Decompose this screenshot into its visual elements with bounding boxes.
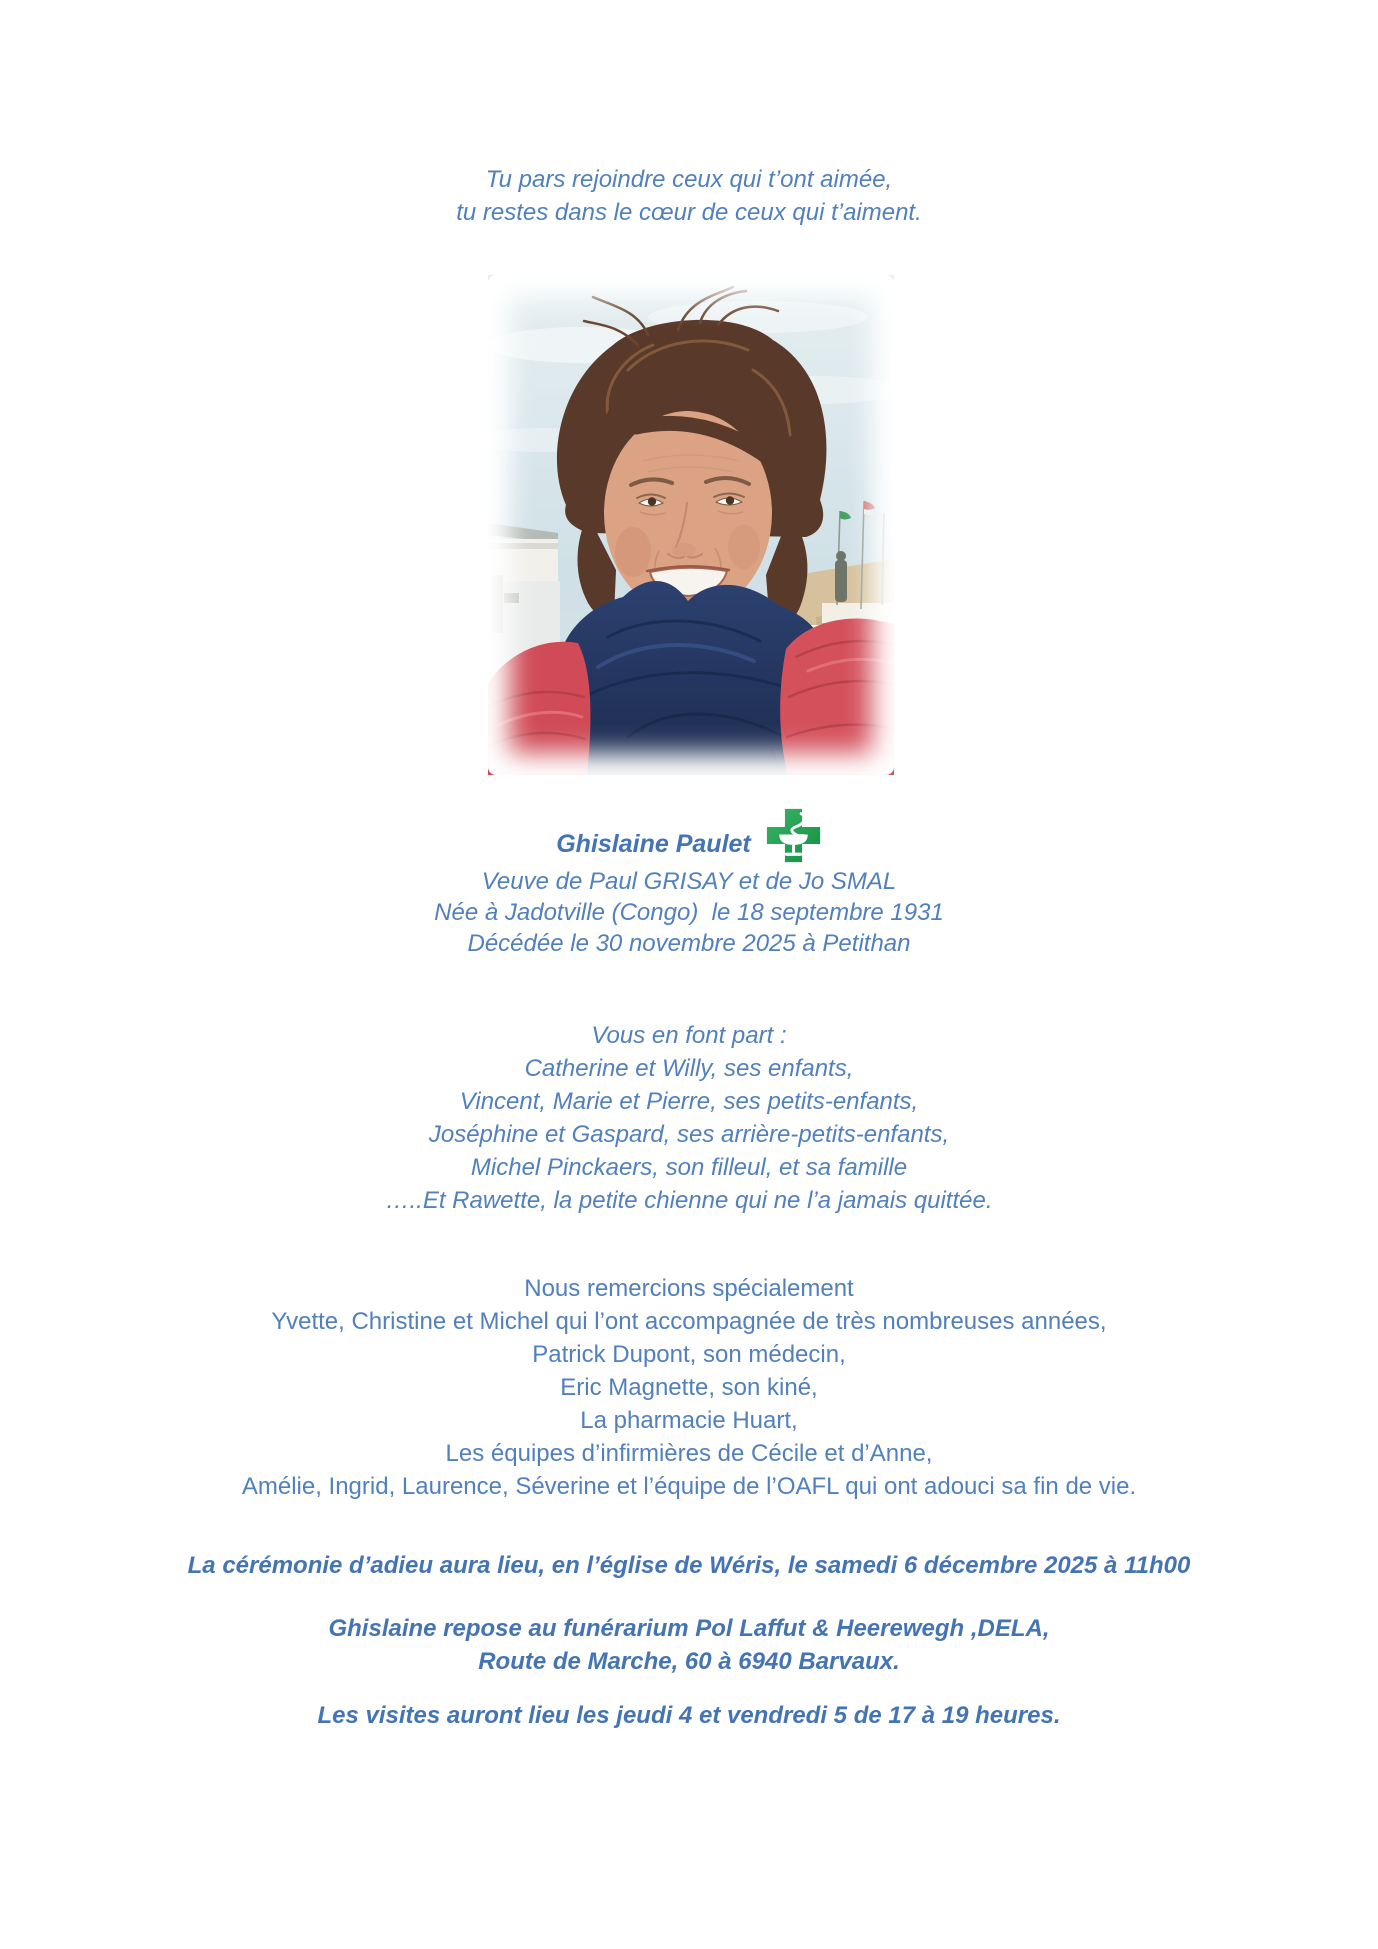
visits-info bbox=[0, 1699, 1378, 1732]
vitals-line: Décédée le 30 novembre 2025 à Petithan bbox=[467, 930, 911, 957]
ceremony-line: La cérémonie d’adieu aura lieu, en l’église de Wéris, le samedi 6 décembre 2025 à 11h00 bbox=[187, 1552, 1191, 1579]
thanks-section bbox=[0, 1272, 1378, 1503]
vitals-line: Veuve de Paul GRISAY et de Jo SMAL bbox=[481, 868, 897, 895]
deceased-vitals bbox=[0, 866, 1378, 959]
thanks-line: La pharmacie Huart, bbox=[580, 1407, 798, 1434]
thanks-line: Patrick Dupont, son médecin, bbox=[532, 1341, 846, 1368]
family-line: Vous en font part : bbox=[591, 1022, 787, 1049]
portrait-photo-drawing bbox=[488, 275, 894, 775]
opening-quote bbox=[0, 163, 1378, 229]
pharmacy-cross-icon bbox=[765, 807, 822, 864]
quote-line: tu restes dans le cœur de ceux qui t’aiment. bbox=[456, 199, 922, 226]
visits-line: Les visites auront lieu les jeudi 4 et vendredi 5 de 17 à 19 heures. bbox=[317, 1702, 1061, 1729]
thanks-line: Les équipes d’infirmières de Cécile et d’Anne, bbox=[445, 1440, 933, 1467]
funerarium-line: Route de Marche, 60 à 6940 Barvaux. bbox=[478, 1648, 900, 1675]
family-line: Joséphine et Gaspard, ses arrière-petits-enfants, bbox=[428, 1121, 950, 1148]
deceased-name-row bbox=[0, 807, 1378, 864]
family-line: Catherine et Willy, ses enfants, bbox=[524, 1055, 854, 1082]
thanks-line: Nous remercions spécialement bbox=[524, 1275, 854, 1302]
family-line: Michel Pinckaers, son filleul, et sa famille bbox=[470, 1154, 908, 1181]
thanks-line: Eric Magnette, son kiné, bbox=[560, 1374, 818, 1401]
funerarium-info bbox=[0, 1612, 1378, 1678]
thanks-line: Amélie, Ingrid, Laurence, Séverine et l’équipe de l’OAFL qui ont adouci sa fin de vie. bbox=[241, 1473, 1137, 1500]
family-line: …..Et Rawette, la petite chienne qui ne l’a jamais quittée. bbox=[385, 1187, 993, 1214]
quote-line: Tu pars rejoindre ceux qui t’ont aimée, bbox=[485, 166, 893, 193]
portrait-photo bbox=[488, 275, 894, 775]
ceremony-info bbox=[0, 1549, 1378, 1582]
funerarium-line: Ghislaine repose au funérarium Pol Laffut & Heerewegh ,DELA, bbox=[328, 1615, 1050, 1642]
deceased-name: Ghislaine Paulet bbox=[556, 830, 751, 858]
thanks-line: Yvette, Christine et Michel qui l’ont accompagnée de très nombreuses années, bbox=[271, 1308, 1107, 1335]
family-announcement bbox=[0, 1019, 1378, 1217]
family-line: Vincent, Marie et Pierre, ses petits-enfants, bbox=[459, 1088, 919, 1115]
vitals-line: Née à Jadotville (Congo) le 18 septembre 1931 bbox=[434, 899, 944, 926]
